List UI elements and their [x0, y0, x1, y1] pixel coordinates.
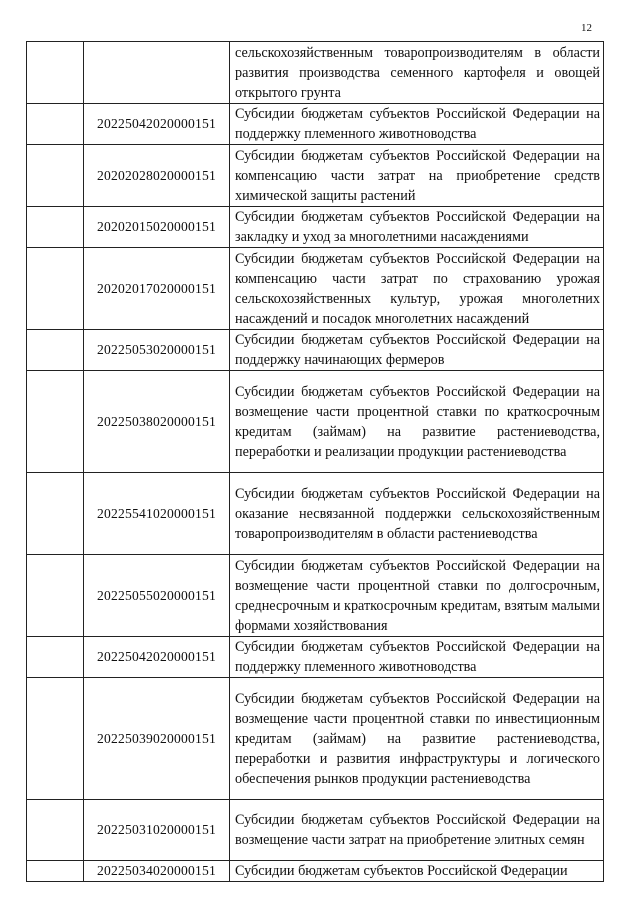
description-cell: Субсидии бюджетам субъектов Российской Федерации на возмещение части процентной ставки по инвестиционным кредитам (займам) на развитие растениеводства, переработки и развития инфраструктуры и логического обеспечения рынков продукции растениеводства	[230, 678, 604, 800]
empty-cell	[27, 800, 84, 861]
description-cell: Субсидии бюджетам субъектов Российской Федерации на возмещение части процентной ставки по долгосрочным, среднесрочным и краткосрочным кредитам, взятым малыми формами хозяйствования	[230, 555, 604, 637]
code-cell: 20225039020000151	[84, 678, 230, 800]
empty-cell	[27, 330, 84, 371]
code-cell: 20225038020000151	[84, 371, 230, 473]
code-cell: 20225034020000151	[84, 861, 230, 882]
description-cell: Субсидии бюджетам субъектов Российской Федерации на поддержку племенного животноводства	[230, 104, 604, 145]
table-row	[27, 473, 604, 555]
empty-cell	[27, 678, 84, 800]
empty-cell	[27, 145, 84, 207]
description-cell: Субсидии бюджетам субъектов Российской Федерации на возмещение части процентной ставки по краткосрочным кредитам (займам) на развитие растениеводства, переработки и реализации продукции растениеводства	[230, 371, 604, 473]
code-cell: 20225031020000151	[84, 800, 230, 861]
code-cell: 20225042020000151	[84, 637, 230, 678]
description-cell: Субсидии бюджетам субъектов Российской Федерации на закладку и уход за многолетними насаждениями	[230, 207, 604, 248]
table-row	[27, 145, 604, 207]
empty-cell	[27, 861, 84, 882]
table-row	[27, 207, 604, 248]
description-cell: Субсидии бюджетам субъектов Российской Федерации на компенсацию части затрат на приобретение средств химической защиты растений	[230, 145, 604, 207]
budget-codes-table	[26, 41, 604, 882]
description-cell: Субсидии бюджетам субъектов Российской Федерации на поддержку начинающих фермеров	[230, 330, 604, 371]
code-cell	[84, 42, 230, 104]
code-cell: 20202015020000151	[84, 207, 230, 248]
table-row	[27, 555, 604, 637]
code-cell: 20225541020000151	[84, 473, 230, 555]
empty-cell	[27, 42, 84, 104]
code-cell: 20202017020000151	[84, 248, 230, 330]
table-row	[27, 800, 604, 861]
description-cell: Субсидии бюджетам субъектов Российской Федерации на оказание несвязанной поддержки сельскохозяйственным товаропроизводителям в области растениеводства	[230, 473, 604, 555]
code-cell: 20225042020000151	[84, 104, 230, 145]
empty-cell	[27, 207, 84, 248]
table-row	[27, 371, 604, 473]
table-row	[27, 861, 604, 882]
description-cell: Субсидии бюджетам субъектов Российской Федерации	[230, 861, 604, 882]
table-row	[27, 678, 604, 800]
description-cell: Субсидии бюджетам субъектов Российской Федерации на компенсацию части затрат по страхованию урожая сельскохозяйственных культур, урожая многолетних насаждений и посадок многолетних насаждений	[230, 248, 604, 330]
table-row	[27, 104, 604, 145]
description-cell: Субсидии бюджетам субъектов Российской Федерации на поддержку племенного животноводства	[230, 637, 604, 678]
description-cell: сельскохозяйственным товаропроизводителям в области развития производства семенного картофеля и овощей открытого грунта	[230, 42, 604, 104]
table-row	[27, 42, 604, 104]
table-row	[27, 637, 604, 678]
empty-cell	[27, 473, 84, 555]
table-row	[27, 248, 604, 330]
code-cell: 20225053020000151	[84, 330, 230, 371]
code-cell: 20225055020000151	[84, 555, 230, 637]
empty-cell	[27, 637, 84, 678]
empty-cell	[27, 248, 84, 330]
page-number: 12	[581, 22, 592, 34]
code-cell: 20202028020000151	[84, 145, 230, 207]
table-row	[27, 330, 604, 371]
empty-cell	[27, 104, 84, 145]
empty-cell	[27, 555, 84, 637]
empty-cell	[27, 371, 84, 473]
description-cell: Субсидии бюджетам субъектов Российской Федерации на возмещение части затрат на приобретение элитных семян	[230, 800, 604, 861]
